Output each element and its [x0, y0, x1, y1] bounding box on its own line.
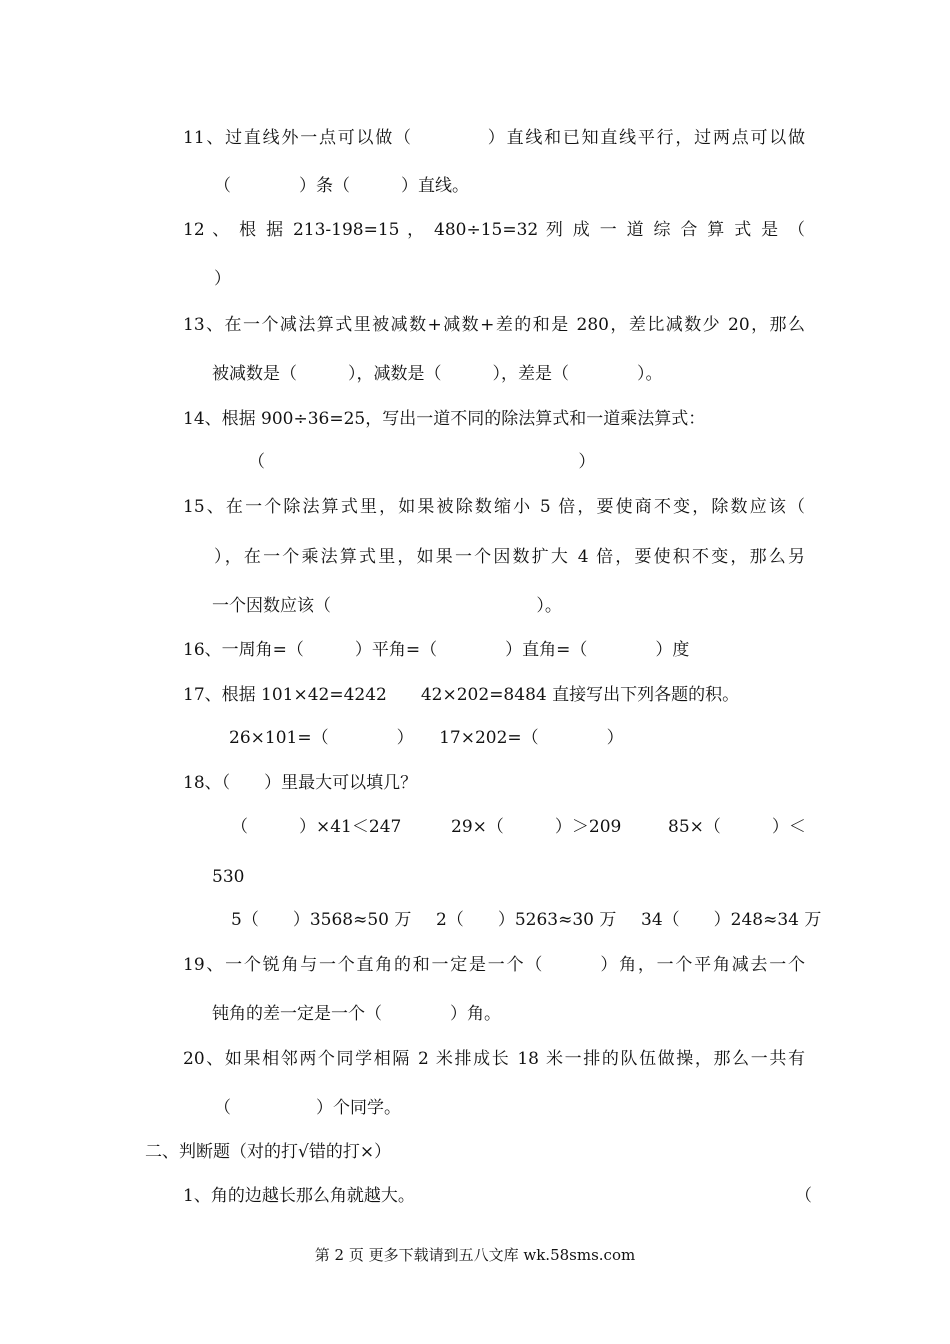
q13-line1: 13、在一个减法算式里被减数+减数+差的和是 280，差比减数少 20，那么 — [183, 315, 805, 335]
judge-item-1: 1、角的边越长那么角就越大。 — [183, 1186, 415, 1206]
q11-line2: （ ）条（ ）直线。 — [214, 176, 469, 196]
q14-line2: （ ） — [248, 452, 596, 472]
q15-line2: ），在一个乘法算式里，如果一个因数扩大 4 倍，要使积不变，那么另 — [214, 547, 805, 567]
q19-line1: 19、一个锐角与一个直角的和一定是一个（ ）角，一个平角减去一个 — [183, 955, 805, 975]
q18-line4b: 2（ ）5263≈30 万 — [436, 910, 617, 930]
q18-line3: 530 — [212, 867, 245, 887]
q12-line1: 12 、 根 据 213-198=15 ， 480÷15=32 列 成 一 道 综 合 算 式 是 （ — [183, 220, 805, 240]
page-footer: 第 2 页 更多下载请到五八文库 wk.58sms.com — [314, 1246, 636, 1264]
q18-line4c: 34（ ）248≈34 万 — [641, 910, 822, 930]
q18-line1: 18、（ ）里最大可以填几？ — [183, 773, 418, 793]
q14-line1: 14、根据 900÷36=25，写出一道不同的除法算式和一道乘法算式： — [183, 409, 706, 429]
q18-line2a: （ ）×41＜247 — [231, 817, 402, 837]
q12-line2: ） — [214, 269, 231, 289]
q11-line1: 11、过直线外一点可以做（ ）直线和已知直线平行，过两点可以做 — [183, 128, 805, 148]
q16-line1: 16、一周角=（ ）平角=（ ）直角=（ ）度 — [183, 640, 690, 660]
q20-line1: 20、如果相邻两个同学相隔 2 米排成长 18 米一排的队伍做操，那么一共有 — [183, 1049, 805, 1069]
q15-line3: 一个因数应该（ ）。 — [212, 596, 562, 616]
q19-line2: 钝角的差一定是一个（ ）角。 — [212, 1004, 501, 1024]
q18-line2b: 29×（ ）＞209 — [451, 817, 622, 837]
q18-line4a: 5（ ）3568≈50 万 — [231, 910, 412, 930]
q15-line1: 15、在一个除法算式里，如果被除数缩小 5 倍，要使商不变，除数应该（ — [183, 497, 805, 517]
q17-line2: 26×101=（ ） 17×202=（ ） — [229, 728, 624, 748]
q20-line2: （ ）个同学。 — [214, 1098, 401, 1118]
q17-line1: 17、根据 101×42=4242 42×202=8484 直接写出下列各题的积。 — [183, 685, 740, 705]
judge-item-1-paren: （ — [795, 1186, 812, 1206]
q13-line2: 被减数是（ ），减数是（ ），差是（ ）。 — [212, 364, 663, 384]
section2-heading: 二、判断题（对的打√错的打×） — [145, 1142, 392, 1162]
q18-line2c: 85×（ ）＜ — [668, 817, 806, 837]
